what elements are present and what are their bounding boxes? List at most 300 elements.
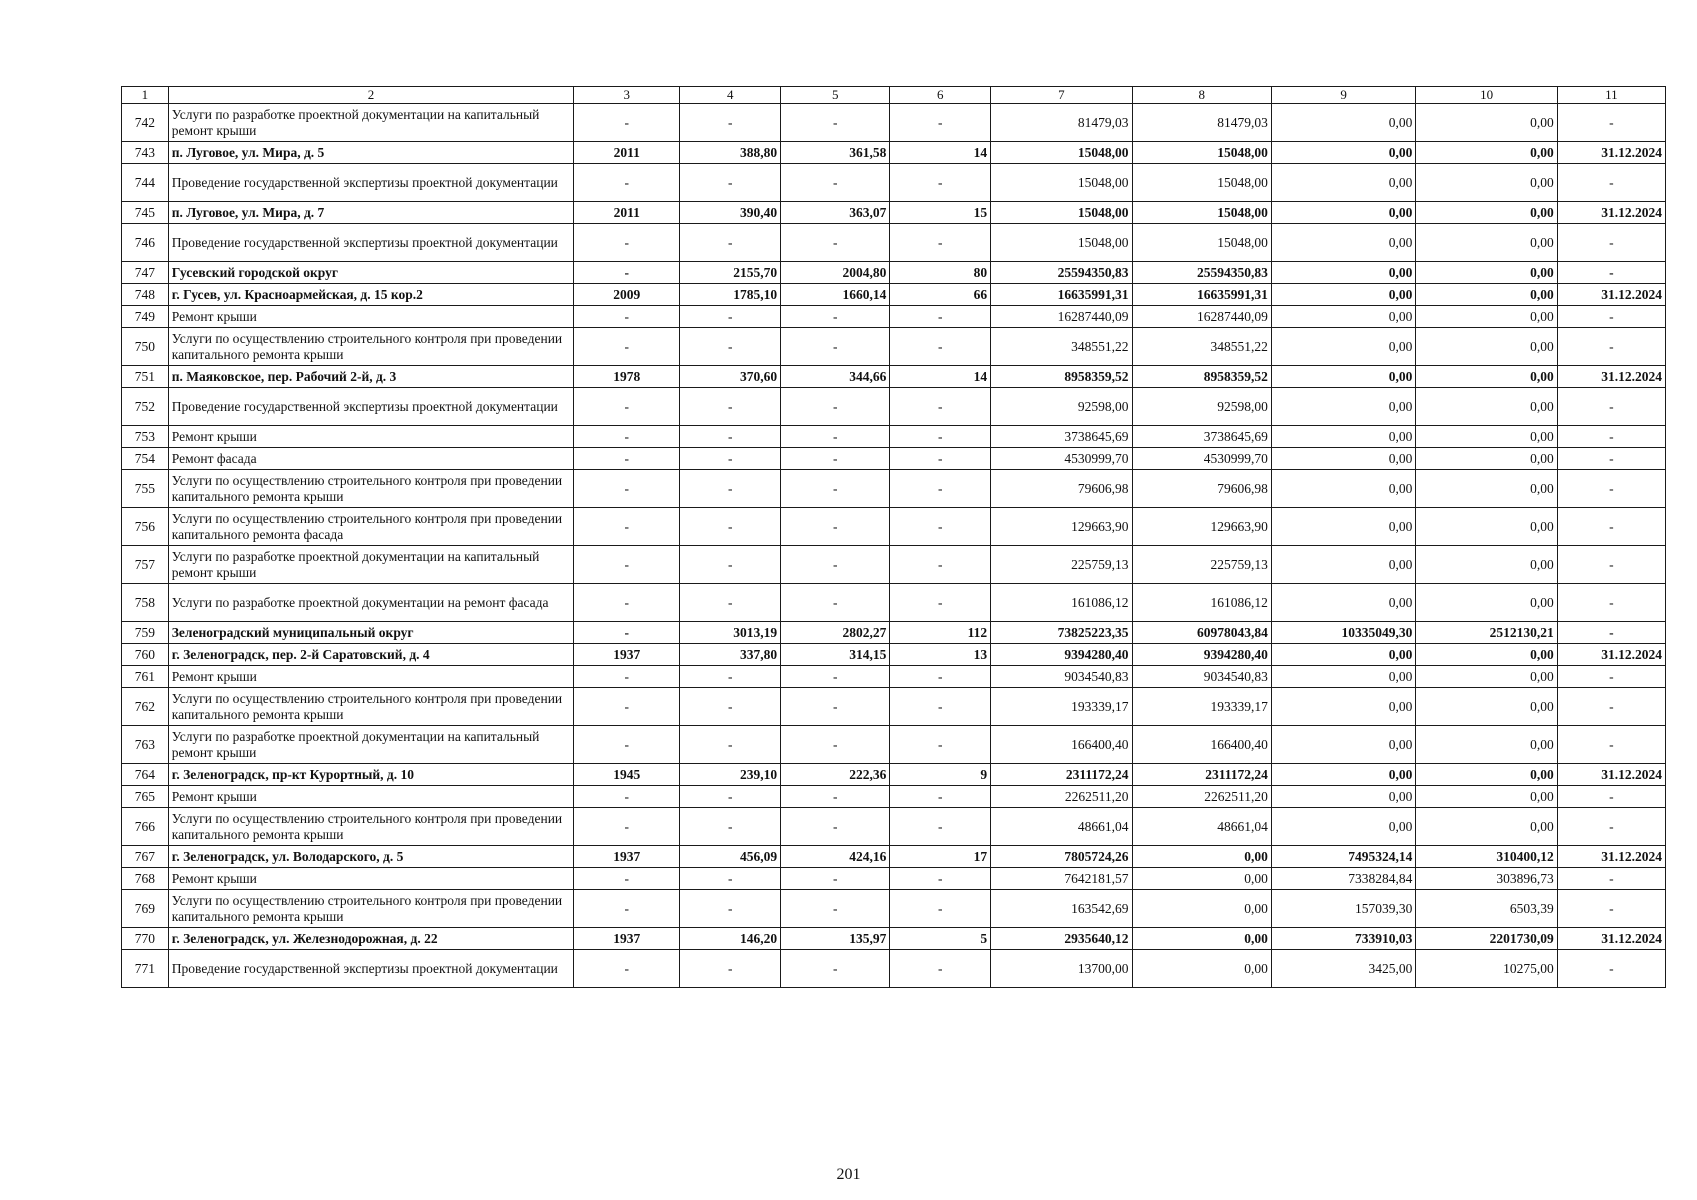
col-header-8: 8 [1132,87,1271,104]
cell-col7: 92598,00 [991,388,1132,426]
cell-col8: 0,00 [1132,950,1271,988]
cell-col5: - [781,868,890,890]
cell-col11: - [1557,104,1665,142]
work-name: Услуги по осуществлению строительного контроля при проведении капитального ремонта крыши [168,890,573,928]
cell-col8: 9394280,40 [1132,644,1271,666]
cell-col4: - [680,104,781,142]
col-header-9: 9 [1271,87,1416,104]
cell-col8: 15048,00 [1132,164,1271,202]
cell-col6: - [890,448,991,470]
cell-col9: 7495324,14 [1271,846,1416,868]
table-row [122,868,1666,890]
row-number: 760 [122,644,169,666]
cell-col10: 0,00 [1416,224,1557,262]
cell-col7: 25594350,83 [991,262,1132,284]
row-number: 762 [122,688,169,726]
cell-col11: - [1557,328,1665,366]
cell-col5: 135,97 [781,928,890,950]
table-row [122,928,1666,950]
header-row [122,87,1666,104]
cell-col3: 1937 [574,928,680,950]
cell-col6: - [890,546,991,584]
row-number: 753 [122,426,169,448]
work-name: г. Зеленоградск, ул. Железнодорожная, д. 22 [168,928,573,950]
work-name: Ремонт крыши [168,786,573,808]
cell-col11: 31.12.2024 [1557,764,1665,786]
work-name: Услуги по разработке проектной документации на ремонт фасада [168,584,573,622]
row-number: 756 [122,508,169,546]
cell-col9: 7338284,84 [1271,868,1416,890]
cell-col8: 161086,12 [1132,584,1271,622]
cell-col6: 17 [890,846,991,868]
row-number: 744 [122,164,169,202]
cell-col8: 0,00 [1132,846,1271,868]
table-row [122,470,1666,508]
col-header-10: 10 [1416,87,1557,104]
row-number: 768 [122,868,169,890]
cell-col6: - [890,726,991,764]
cell-col5: 361,58 [781,142,890,164]
cell-col3: - [574,426,680,448]
capital-repair-table [121,86,1666,988]
cell-col7: 16287440,09 [991,306,1132,328]
table-row [122,622,1666,644]
cell-col7: 2262511,20 [991,786,1132,808]
cell-col5: - [781,164,890,202]
cell-col11: - [1557,726,1665,764]
cell-col5: 363,07 [781,202,890,224]
cell-col5: - [781,388,890,426]
cell-col10: 0,00 [1416,426,1557,448]
cell-col11: - [1557,164,1665,202]
work-name: Ремонт фасада [168,448,573,470]
row-number: 771 [122,950,169,988]
cell-col7: 166400,40 [991,726,1132,764]
row-number: 749 [122,306,169,328]
cell-col11: 31.12.2024 [1557,284,1665,306]
cell-col3: - [574,164,680,202]
cell-col10: 0,00 [1416,644,1557,666]
cell-col9: 0,00 [1271,366,1416,388]
cell-col8: 15048,00 [1132,224,1271,262]
work-name: Гусевский городской округ [168,262,573,284]
cell-col9: 0,00 [1271,726,1416,764]
cell-col7: 15048,00 [991,142,1132,164]
cell-col6: - [890,328,991,366]
cell-col5: 314,15 [781,644,890,666]
table-row [122,546,1666,584]
cell-col7: 48661,04 [991,808,1132,846]
row-number: 755 [122,470,169,508]
table-row [122,202,1666,224]
cell-col7: 15048,00 [991,202,1132,224]
row-number: 757 [122,546,169,584]
page-number: 201 [836,1166,861,1183]
cell-col10: 0,00 [1416,546,1557,584]
work-name: Услуги по разработке проектной документации на капитальный ремонт крыши [168,726,573,764]
cell-col3: - [574,388,680,426]
cell-col9: 0,00 [1271,764,1416,786]
table-row [122,328,1666,366]
cell-col4: - [680,328,781,366]
cell-col9: 0,00 [1271,224,1416,262]
cell-col11: 31.12.2024 [1557,846,1665,868]
col-header-5: 5 [781,87,890,104]
work-name: Услуги по осуществлению строительного контроля при проведении капитального ремонта крыши [168,470,573,508]
cell-col10: 310400,12 [1416,846,1557,868]
cell-col10: 0,00 [1416,726,1557,764]
cell-col3: - [574,328,680,366]
cell-col6: - [890,786,991,808]
cell-col11: - [1557,868,1665,890]
cell-col9: 0,00 [1271,808,1416,846]
cell-col8: 81479,03 [1132,104,1271,142]
cell-col11: - [1557,448,1665,470]
cell-col3: 1937 [574,644,680,666]
cell-col3: 2011 [574,202,680,224]
cell-col7: 3738645,69 [991,426,1132,448]
cell-col6: - [890,666,991,688]
cell-col8: 166400,40 [1132,726,1271,764]
cell-col9: 0,00 [1271,644,1416,666]
cell-col7: 15048,00 [991,224,1132,262]
row-number: 748 [122,284,169,306]
table-row [122,284,1666,306]
cell-col5: 222,36 [781,764,890,786]
cell-col6: - [890,426,991,448]
cell-col6: 112 [890,622,991,644]
table-row [122,890,1666,928]
cell-col10: 0,00 [1416,306,1557,328]
cell-col8: 193339,17 [1132,688,1271,726]
cell-col4: - [680,868,781,890]
cell-col10: 0,00 [1416,666,1557,688]
row-number: 759 [122,622,169,644]
cell-col4: 1785,10 [680,284,781,306]
cell-col10: 0,00 [1416,508,1557,546]
cell-col7: 9394280,40 [991,644,1132,666]
cell-col6: 14 [890,366,991,388]
cell-col4: - [680,306,781,328]
cell-col3: - [574,808,680,846]
cell-col4: - [680,388,781,426]
cell-col8: 2262511,20 [1132,786,1271,808]
cell-col3: - [574,688,680,726]
cell-col11: - [1557,666,1665,688]
cell-col7: 79606,98 [991,470,1132,508]
table-row [122,508,1666,546]
cell-col5: - [781,224,890,262]
cell-col7: 9034540,83 [991,666,1132,688]
cell-col8: 4530999,70 [1132,448,1271,470]
work-name: Проведение государственной экспертизы проектной документации [168,224,573,262]
cell-col4: - [680,950,781,988]
cell-col8: 79606,98 [1132,470,1271,508]
cell-col6: - [890,306,991,328]
cell-col3: 2009 [574,284,680,306]
cell-col11: - [1557,786,1665,808]
cell-col4: 390,40 [680,202,781,224]
cell-col3: - [574,448,680,470]
cell-col8: 8958359,52 [1132,366,1271,388]
table-row [122,426,1666,448]
col-header-6: 6 [890,87,991,104]
cell-col4: 146,20 [680,928,781,950]
cell-col9: 0,00 [1271,508,1416,546]
row-number: 765 [122,786,169,808]
cell-col11: - [1557,808,1665,846]
work-name: г. Зеленоградск, пр-кт Курортный, д. 10 [168,764,573,786]
work-name: п. Луговое, ул. Мира, д. 7 [168,202,573,224]
row-number: 752 [122,388,169,426]
cell-col8: 129663,90 [1132,508,1271,546]
table-row [122,448,1666,470]
cell-col10: 0,00 [1416,284,1557,306]
cell-col8: 3738645,69 [1132,426,1271,448]
work-name: Проведение государственной экспертизы проектной документации [168,950,573,988]
cell-col6: - [890,950,991,988]
cell-col5: - [781,426,890,448]
cell-col11: - [1557,426,1665,448]
row-number: 754 [122,448,169,470]
row-number: 764 [122,764,169,786]
cell-col8: 15048,00 [1132,142,1271,164]
cell-col3: 1937 [574,846,680,868]
cell-col7: 129663,90 [991,508,1132,546]
work-name: Услуги по разработке проектной документации на капитальный ремонт крыши [168,104,573,142]
cell-col6: - [890,508,991,546]
cell-col5: 2802,27 [781,622,890,644]
cell-col3: - [574,470,680,508]
cell-col8: 0,00 [1132,890,1271,928]
cell-col7: 15048,00 [991,164,1132,202]
cell-col11: - [1557,688,1665,726]
work-name: Проведение государственной экспертизы проектной документации [168,388,573,426]
cell-col5: - [781,104,890,142]
cell-col5: - [781,508,890,546]
row-number: 742 [122,104,169,142]
cell-col6: 9 [890,764,991,786]
cell-col5: - [781,328,890,366]
cell-col11: - [1557,622,1665,644]
cell-col9: 0,00 [1271,202,1416,224]
cell-col4: 456,09 [680,846,781,868]
cell-col5: - [781,950,890,988]
cell-col4: - [680,508,781,546]
col-header-11: 11 [1557,87,1665,104]
cell-col5: - [781,726,890,764]
cell-col4: - [680,808,781,846]
cell-col3: 1978 [574,366,680,388]
table-row [122,142,1666,164]
work-name: Услуги по осуществлению строительного контроля при проведении капитального ремонта крыши [168,328,573,366]
cell-col10: 0,00 [1416,366,1557,388]
col-header-3: 3 [574,87,680,104]
cell-col8: 16635991,31 [1132,284,1271,306]
cell-col3: - [574,546,680,584]
cell-col3: 2011 [574,142,680,164]
cell-col9: 733910,03 [1271,928,1416,950]
cell-col11: - [1557,508,1665,546]
cell-col11: 31.12.2024 [1557,142,1665,164]
cell-col5: - [781,890,890,928]
cell-col4: 239,10 [680,764,781,786]
col-header-4: 4 [680,87,781,104]
cell-col5: - [781,786,890,808]
cell-col10: 2201730,09 [1416,928,1557,950]
cell-col8: 92598,00 [1132,388,1271,426]
cell-col7: 7642181,57 [991,868,1132,890]
table-row [122,584,1666,622]
cell-col9: 0,00 [1271,142,1416,164]
cell-col3: - [574,224,680,262]
cell-col3: - [574,508,680,546]
row-number: 751 [122,366,169,388]
cell-col7: 73825223,35 [991,622,1132,644]
cell-col11: - [1557,262,1665,284]
cell-col10: 0,00 [1416,328,1557,366]
cell-col8: 2311172,24 [1132,764,1271,786]
cell-col5: - [781,666,890,688]
cell-col10: 0,00 [1416,584,1557,622]
work-name: Ремонт крыши [168,426,573,448]
cell-col6: - [890,164,991,202]
cell-col5: - [781,688,890,726]
cell-col4: - [680,224,781,262]
cell-col7: 4530999,70 [991,448,1132,470]
work-name: г. Зеленоградск, пер. 2-й Саратовский, д. 4 [168,644,573,666]
work-name: п. Луговое, ул. Мира, д. 5 [168,142,573,164]
work-name: Ремонт крыши [168,306,573,328]
cell-col9: 0,00 [1271,426,1416,448]
cell-col3: - [574,584,680,622]
cell-col11: - [1557,546,1665,584]
cell-col9: 0,00 [1271,470,1416,508]
cell-col8: 60978043,84 [1132,622,1271,644]
cell-col11: - [1557,584,1665,622]
cell-col5: 1660,14 [781,284,890,306]
cell-col8: 16287440,09 [1132,306,1271,328]
cell-col9: 0,00 [1271,666,1416,688]
work-name: Услуги по осуществлению строительного контроля при проведении капитального ремонта крыши [168,808,573,846]
cell-col10: 0,00 [1416,448,1557,470]
table-row [122,726,1666,764]
cell-col9: 0,00 [1271,262,1416,284]
cell-col4: - [680,426,781,448]
cell-col5: - [781,546,890,584]
cell-col7: 161086,12 [991,584,1132,622]
cell-col6: - [890,104,991,142]
cell-col5: 424,16 [781,846,890,868]
cell-col4: 337,80 [680,644,781,666]
work-name: Ремонт крыши [168,868,573,890]
cell-col7: 7805724,26 [991,846,1132,868]
cell-col4: - [680,666,781,688]
table-row [122,366,1666,388]
table-row [122,164,1666,202]
cell-col8: 15048,00 [1132,202,1271,224]
row-number: 767 [122,846,169,868]
cell-col8: 9034540,83 [1132,666,1271,688]
cell-col11: - [1557,950,1665,988]
cell-col9: 3425,00 [1271,950,1416,988]
row-number: 770 [122,928,169,950]
col-header-2: 2 [168,87,573,104]
cell-col8: 0,00 [1132,928,1271,950]
col-header-1: 1 [122,87,169,104]
cell-col5: - [781,306,890,328]
col-header-7: 7 [991,87,1132,104]
cell-col9: 0,00 [1271,328,1416,366]
cell-col11: - [1557,890,1665,928]
cell-col4: - [680,448,781,470]
table-row [122,808,1666,846]
cell-col3: - [574,786,680,808]
table-row [122,666,1666,688]
table-row [122,786,1666,808]
cell-col10: 0,00 [1416,388,1557,426]
cell-col11: 31.12.2024 [1557,644,1665,666]
cell-col10: 0,00 [1416,104,1557,142]
cell-col9: 0,00 [1271,104,1416,142]
cell-col9: 0,00 [1271,448,1416,470]
cell-col8: 225759,13 [1132,546,1271,584]
row-number: 743 [122,142,169,164]
cell-col10: 0,00 [1416,808,1557,846]
cell-col10: 0,00 [1416,202,1557,224]
cell-col6: - [890,868,991,890]
cell-col5: 2004,80 [781,262,890,284]
table-row [122,388,1666,426]
cell-col8: 348551,22 [1132,328,1271,366]
row-number: 761 [122,666,169,688]
cell-col4: - [680,688,781,726]
cell-col5: - [781,584,890,622]
cell-col3: - [574,306,680,328]
cell-col7: 2311172,24 [991,764,1132,786]
cell-col11: - [1557,388,1665,426]
row-number: 750 [122,328,169,366]
cell-col10: 2512130,21 [1416,622,1557,644]
table-row [122,950,1666,988]
cell-col4: - [680,584,781,622]
work-name: Услуги по разработке проектной документации на капитальный ремонт крыши [168,546,573,584]
table-row [122,262,1666,284]
cell-col5: - [781,448,890,470]
cell-col3: - [574,868,680,890]
cell-col4: - [680,890,781,928]
cell-col6: 80 [890,262,991,284]
table-row [122,306,1666,328]
table-row [122,688,1666,726]
row-number: 747 [122,262,169,284]
cell-col4: 2155,70 [680,262,781,284]
cell-col11: 31.12.2024 [1557,366,1665,388]
cell-col9: 0,00 [1271,306,1416,328]
cell-col6: - [890,890,991,928]
cell-col9: 0,00 [1271,688,1416,726]
cell-col6: - [890,224,991,262]
cell-col9: 0,00 [1271,786,1416,808]
table-row [122,846,1666,868]
cell-col10: 303896,73 [1416,868,1557,890]
table-body [122,104,1666,988]
work-name: Проведение государственной экспертизы проектной документации [168,164,573,202]
cell-col4: - [680,470,781,508]
cell-col8: 0,00 [1132,868,1271,890]
cell-col3: - [574,950,680,988]
cell-col10: 0,00 [1416,142,1557,164]
